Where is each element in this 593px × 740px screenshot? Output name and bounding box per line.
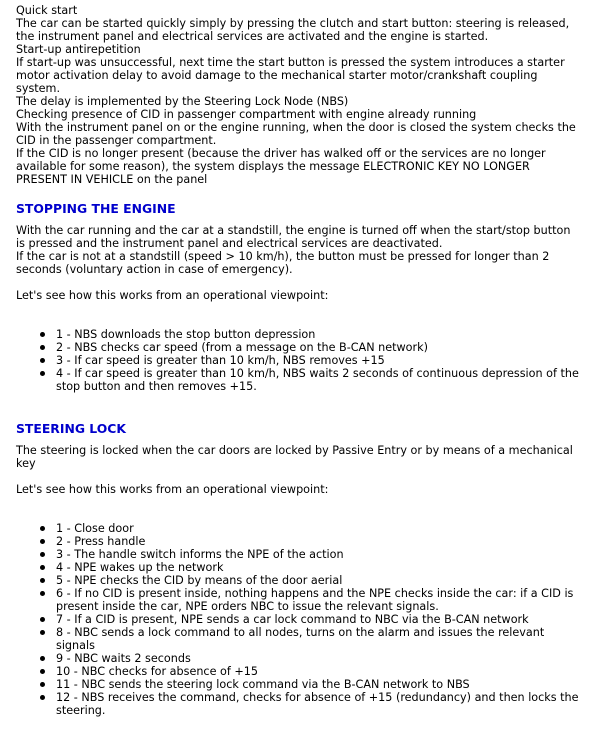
- list-item: 11 - NBC sends the steering lock command via the B-CAN network to NBS: [56, 678, 579, 691]
- list-item: 2 - Press handle: [56, 535, 579, 548]
- list-item: 4 - If car speed is greater than 10 km/h, NBS waits 2 seconds of continuous depression of the stop button and then removes +15.: [56, 367, 579, 393]
- intro-line: Checking presence of CID in passenger compartment with engine already running: [16, 108, 477, 121]
- intro-line: The car can be started quickly simply by pressing the clutch and start button: steering is released, the instrument panel and electrical services are activated and the engine is started.: [16, 17, 570, 43]
- stopping-lead: Let's see how this works from an operational viewpoint:: [16, 289, 329, 302]
- stopping-steps-list: [16, 328, 579, 393]
- list-item: 10 - NBC checks for absence of +15: [56, 665, 579, 678]
- list-item: 12 - NBS receives the command, checks for absence of +15 (redundancy) and then locks the steering.: [56, 691, 579, 717]
- list-item: 1 - NBS downloads the stop button depression: [56, 328, 579, 341]
- intro-line: If the CID is no longer present (because the driver has walked off or the services are no longer available for some reason), the system displays the message ELECTRONIC KEY NO LONGER PRESENT IN VEHICLE on the panel: [16, 147, 546, 186]
- list-item: 3 - If car speed is greater than 10 km/h, NBS removes +15: [56, 354, 579, 367]
- list-item: 1 - Close door: [56, 522, 579, 535]
- steering-steps-list: [16, 522, 579, 717]
- intro-line: The delay is implemented by the Steering Lock Node (NBS): [16, 95, 349, 108]
- stopping-paragraph: With the car running and the car at a standstill, the engine is turned off when the start/stop button is pressed and the instrument panel and electrical services are deactivated.: [16, 224, 571, 250]
- list-item: 8 - NBC sends a lock command to all nodes, turns on the alarm and issues the relevant signals: [56, 626, 579, 652]
- steering-paragraph: The steering is locked when the car doors are locked by Passive Entry or by means of a mechanical key: [16, 444, 573, 470]
- stopping-paragraph: If the car is not at a standstill (speed > 10 km/h), the button must be pressed for longer than 2 seconds (voluntary action in case of emergency).: [16, 250, 550, 276]
- intro-line: With the instrument panel on or the engine running, when the door is closed the system checks the CID in the passenger compartment.: [16, 121, 576, 147]
- steering-heading: STEERING LOCK: [16, 421, 126, 436]
- list-item: 2 - NBS checks car speed (from a message on the B-CAN network): [56, 341, 579, 354]
- list-item: 3 - The handle switch informs the NPE of the action: [56, 548, 579, 561]
- list-item: 6 - If no CID is present inside, nothing happens and the NPE checks inside the car: if a CID is present inside the car, NPE orders NBC to issue the relevant signals.: [56, 587, 579, 613]
- intro-line: Start-up antirepetition: [16, 43, 141, 56]
- list-item: 7 - If a CID is present, NPE sends a car lock command to NBC via the B-CAN network: [56, 613, 579, 626]
- intro-line: Quick start: [16, 4, 78, 17]
- list-item: 9 - NBC waits 2 seconds: [56, 652, 579, 665]
- steering-lead: Let's see how this works from an operational viewpoint:: [16, 483, 329, 496]
- intro-section: [16, 4, 579, 186]
- list-item: 4 - NPE wakes up the network: [56, 561, 579, 574]
- stopping-heading: STOPPING THE ENGINE: [16, 201, 176, 216]
- intro-line: If start-up was unsuccessful, next time the start button is pressed the system introduces a starter motor activation delay to avoid damage to the mechanical starter motor/crankshaft coupling system.: [16, 56, 565, 95]
- list-item: 5 - NPE checks the CID by means of the door aerial: [56, 574, 579, 587]
